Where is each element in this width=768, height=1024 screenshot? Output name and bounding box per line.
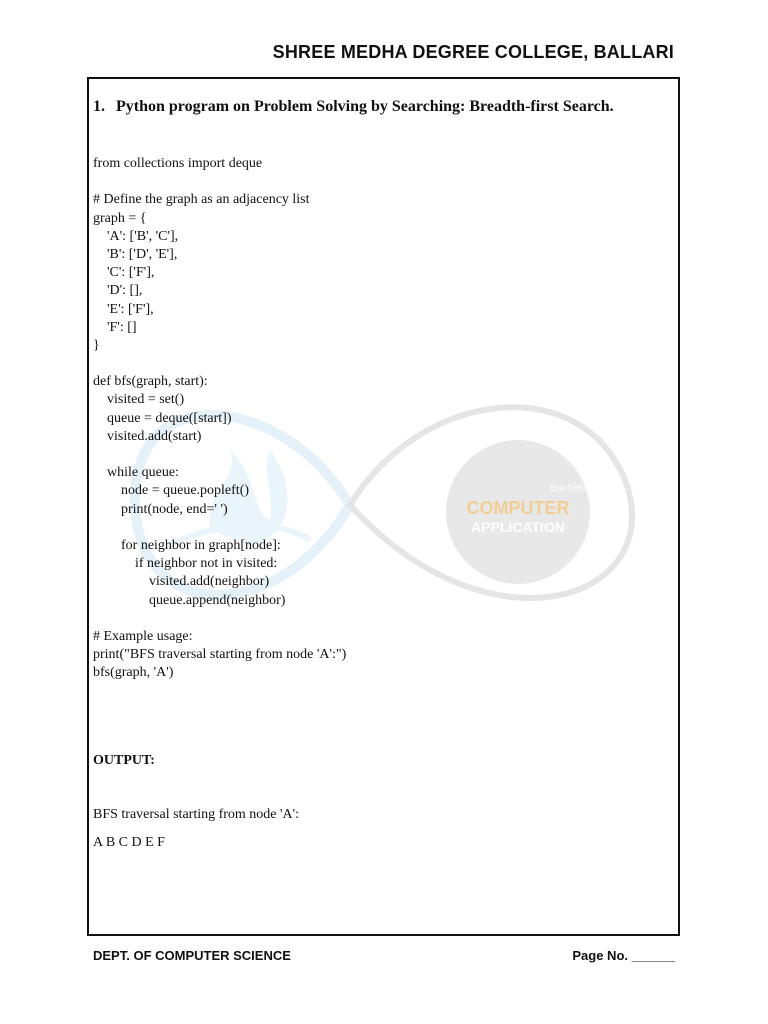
code-line: graph = { [93,210,147,226]
code-line: # Example usage: [93,628,193,644]
code-line [93,519,346,537]
department-footer: DEPT. OF COMPUTER SCIENCE [93,948,291,963]
code-line: from collections import deque [93,156,263,171]
watermark-line2: COMPUTER [466,498,570,518]
question-number: 1. [93,98,105,115]
code-line: if neighbor not in visited: [93,556,278,572]
code-line: node = queue.popleft() [93,483,250,499]
code-line [93,173,346,191]
question-text: Python program on Problem Solving by Searching: Breadth-first Search. [116,98,614,115]
code-line: 'E': ['F'], [93,301,154,317]
code-line: bfs(graph, 'A') [93,665,174,681]
code-line: print("BFS traversal starting from node 'A':") [93,647,347,663]
output-label: OUTPUT: [93,753,155,768]
code-block [93,155,346,682]
code-line [93,610,346,628]
code-line: visited.add(start) [93,428,202,444]
output-line-1: BFS traversal starting from node 'A': [93,807,300,822]
watermark-line3: APPLICATION [471,519,565,535]
page-number-footer: Page No. ______ [572,948,675,963]
code-line: } [93,337,100,353]
code-line: 'A': ['B', 'C'], [93,228,179,244]
question-title [93,96,653,118]
code-line: 'C': ['F'], [93,265,155,281]
code-line: queue.append(neighbor) [93,592,286,608]
college-header: SHREE MEDHA DEGREE COLLEGE, BALLARI [272,42,674,62]
code-line: 'F': [] [93,319,137,335]
code-line: # Define the graph as an adjacency list [93,192,310,208]
code-line: for neighbor in graph[node]: [93,537,281,553]
code-line: print(node, end=' ') [93,501,228,517]
output-line-2: A B C D E F [93,835,165,850]
code-line: def bfs(graph, start): [93,374,208,390]
code-line [93,446,346,464]
watermark-line1: Bachelor of [550,483,601,494]
code-line: while queue: [93,465,179,481]
code-line: queue = deque([start]) [93,410,232,426]
code-line: visited = set() [93,392,185,408]
code-line: visited.add(neighbor) [93,574,270,590]
code-line [93,355,346,373]
code-line: 'D': [], [93,283,143,299]
code-line: 'B': ['D', 'E'], [93,246,178,262]
